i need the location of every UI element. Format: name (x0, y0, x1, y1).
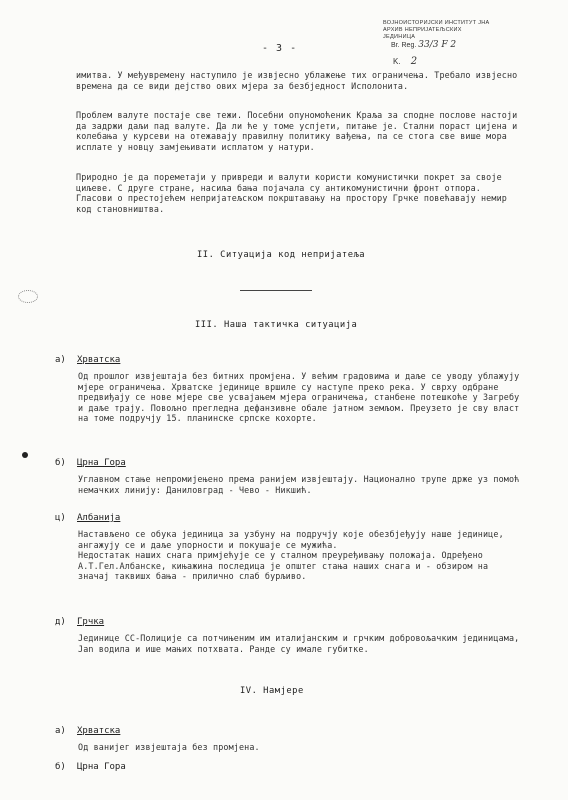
stamp-k-value: 2 (410, 56, 418, 67)
subsection-label: а) (55, 726, 66, 736)
subsection-title: Црна Гора (77, 762, 126, 772)
subsection-title: Хрватска (77, 355, 121, 365)
subsection-title: Црна Гора (77, 458, 126, 468)
subsection-heading-albania (55, 513, 120, 523)
subsection-heading-montenegro (55, 458, 126, 468)
stamp-box (393, 58, 417, 65)
subsection-text-montenegro: Углавном стање непромијењено према ранијем извјештају. Национално трупе држе уз помоћ немачких линију: Даниловград - Чево - Никшић. (78, 474, 520, 495)
stamp-k-label: K. (393, 57, 401, 66)
intent-heading-montenegro (55, 762, 126, 772)
stamp-archive: АРХИВ НЕПРИЈАТЕЉСКИХ ЈЕДИНИЦА (383, 27, 462, 40)
punch-hole (18, 290, 38, 303)
subsection-text-albania: Настављено се обука јединица за узбуну на подручју које обезбјеђују наше јединице, ангажују се и даље упорности и покушаје се мужића. Недостатак наших снага примјећује се у сталном преуређивању положаја. Одређено А.Т.Гел.Албанске, кињажина последица је општег стања наших снага и - обзиром на значај таквишх бања - прилично слаб бурљиво. (78, 529, 504, 582)
section-heading-intentions: IV. Намјере (240, 686, 304, 696)
paragraph-intro: имитва. У међувремену наступило је извјесно ублажење тих ограничења. Требало извјесно времена да се види дејство ових мјера за безбједност Исполонита. (76, 70, 518, 91)
subsection-title: Албанија (77, 513, 121, 523)
paragraph-communist: Природно је да пореметаји у привреди и валути користи комунистички покрет за своје циљеве. С друге стране, насиља бања појачала су антикомунистични фронт отпора. Гласови о престојећем непријатељском покрштавању на простору Грчке повећавају немир код становништва. (76, 172, 507, 214)
section-heading-enemy: II. Ситуација код непријатеља (197, 250, 366, 260)
subsection-title: Хрватска (77, 726, 121, 736)
subsection-heading-greece (55, 617, 104, 627)
binder-dot (22, 452, 28, 458)
archive-stamp (383, 20, 493, 76)
subsection-label: а) (55, 355, 66, 365)
subsection-title: Грчка (77, 617, 105, 627)
subsection-label: б) (55, 762, 66, 772)
stamp-registry (391, 42, 456, 49)
subsection-label: б) (55, 458, 66, 468)
subsection-text-croatia: Од прошлог извјештаја без битних промјена. У већим градовима и даље се уводу ублажују мјере ограничења. Хрватске јединице вршиле су наступе преко река. У сврху одбране предвиђају се нове мјере све усвајањем мјера ограничења, станбене потешкоће у Загребу и даље трају. Повољно прегледна дефанзивне обале јатном земљом. Преузето је сву власт на томе подручју 15. планинске српске кохорте. (78, 371, 520, 424)
intent-heading-croatia (55, 726, 120, 736)
stamp-institute: ВОЈНОИСТОРИЈСКИ ИНСТИТУТ ЈНА (383, 20, 490, 26)
subsection-label: ц) (55, 513, 66, 523)
separator-line (240, 290, 312, 291)
page-number: - 3 - (262, 43, 298, 54)
section-heading-tactical: III. Наша тактичка ситуација (195, 320, 358, 330)
subsection-heading-croatia (55, 355, 120, 365)
paragraph-currency: Проблем валуте постаје све тежи. Посебни опуномоћеник Краља за сподне послове настоји да задржи даљи пад валуте. Да ли ће у томе успјети, питање је. Стални пораст цијена и колебања у курсеви на отежавају правилну политику вађења, па се стога све више мора исплате у новцу замјењивати исплатом у натури. (76, 110, 518, 152)
intent-text-croatia: Од ванијег извјештаја без промјена. (78, 742, 260, 752)
subsection-label: д) (55, 617, 66, 627)
stamp-reg-value: 33/3 F 2 (418, 40, 457, 50)
stamp-reg-label: Br. Reg. (391, 42, 417, 49)
subsection-text-greece: Јединице СС-Полиције са потчињеним им италијанским и грчким добровољачким јединицама, Jan водила и ише мањих потхвата. Ранде су имале губитке. (78, 633, 520, 654)
